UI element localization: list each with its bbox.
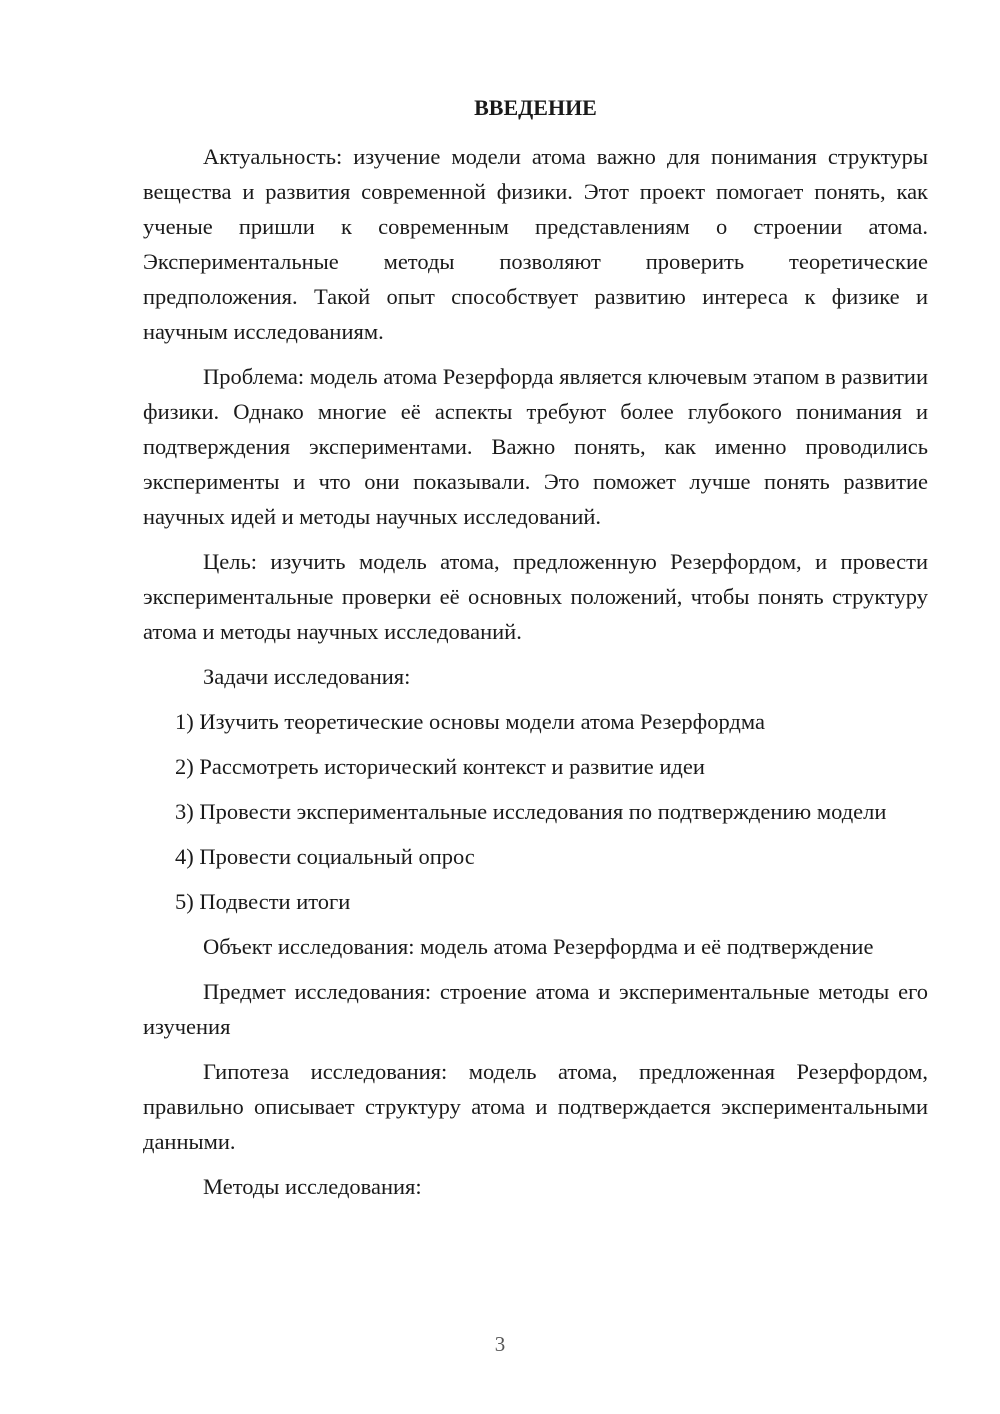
paragraph-relevance: Актуальность: изучение модели атома важно для понимания структуры вещества и развития современной физики. Этот проект помогает понять, как ученые пришли к современным представлениям о строении атома. Экспериментальные методы позволяют проверить теоретические предположения. Такой опыт способствует развитию интереса к физике и научным исследованиям. — [143, 144, 928, 344]
paragraph-subject: Предмет исследования: строение атома и экспериментальные методы его изучения — [143, 979, 928, 1039]
paragraph-tasks-heading: Задачи исследования: — [203, 664, 411, 689]
paragraph-object: Объект исследования: модель атома Резерфордма и её подтверждение — [203, 934, 874, 959]
document-page — [143, 88, 928, 1214]
paragraph-goal: Цель: изучить модель атома, предложенную Резерфордом, и провести экспериментальные проверки её основных положений, чтобы понять структуру атома и методы научных исследований. — [143, 549, 928, 644]
task-item: 3) Провести экспериментальные исследования по подтверждению модели — [175, 799, 887, 824]
task-item: 2) Рассмотреть исторический контекст и развитие идеи — [175, 754, 705, 779]
page-number: 3 — [494, 1332, 506, 1356]
paragraph-hypothesis: Гипотеза исследования: модель атома, предложенная Резерфордом, правильно описывает структуру атома и подтверждается экспериментальными данными. — [143, 1059, 928, 1154]
section-title: ВВЕДЕНИЕ — [474, 95, 597, 120]
paragraph-methods-heading: Методы исследования: — [203, 1174, 422, 1199]
paragraph-problem: Проблема: модель атома Резерфорда является ключевым этапом в развитии физики. Однако многие её аспекты требуют более глубокого понимания и подтверждения экспериментами. Важно понять, как именно проводились эксперименты и что они показывали. Это поможет лучше понять развитие научных идей и методы научных исследований. — [143, 364, 928, 529]
task-item: 5) Подвести итоги — [175, 889, 351, 914]
task-item: 1) Изучить теоретические основы модели атома Резерфордма — [175, 709, 765, 734]
task-item: 4) Провести социальный опрос — [175, 844, 475, 869]
